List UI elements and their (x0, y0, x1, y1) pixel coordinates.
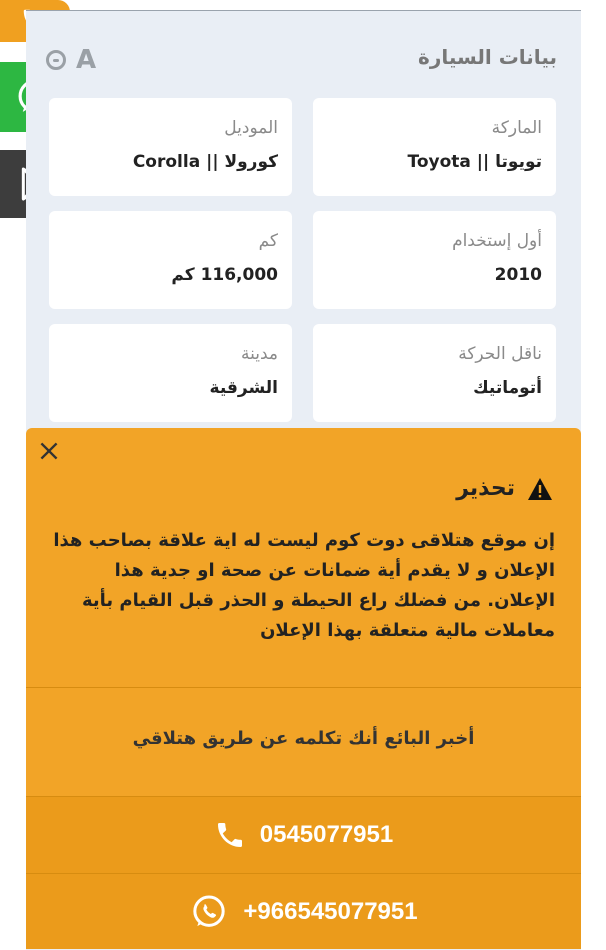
spec-card-transmission (313, 324, 556, 422)
spec-label: الماركة (491, 118, 542, 138)
whatsapp-contact-button[interactable] (26, 874, 581, 949)
spec-card-make (313, 98, 556, 196)
phone-number: 0545077951 (259, 821, 394, 848)
spec-label: أول إستخدام (452, 231, 542, 251)
spec-value: 116,000 كم (171, 265, 278, 285)
whatsapp-number: +966545077951 (243, 897, 418, 925)
warning-text: إن موقع هتلاقى دوت كوم ليست له اية علاقة بصاحب هذا الإعلان و لا يقدم أية ضمانات عن صحة او جدية هذا الإعلان. من فضلك راع الحيطة و الحذر قبل القيام بأية معاملات مالية متعلقة بهذا الإعلان (53, 530, 555, 641)
warning-title-text: تحذير (456, 476, 515, 501)
tell-seller-text: أخبر البائع أنك تكلمه عن طريق هتلاقي (132, 728, 475, 749)
spec-label: ناقل الحركة (458, 344, 542, 364)
warning-popup (26, 428, 581, 949)
automatic-gear-icon: A (76, 45, 97, 75)
spec-value: تويوتا || Toyota (407, 152, 542, 172)
specs-title: بيانات السيارة (418, 45, 557, 69)
whatsapp-icon (189, 892, 229, 932)
spec-card-mileage (49, 211, 292, 309)
close-icon[interactable] (36, 438, 62, 464)
warning-triangle-icon (527, 477, 553, 501)
warning-title (456, 476, 553, 501)
spec-value: أتوماتيك (473, 378, 542, 398)
divider (26, 687, 581, 688)
steering-wheel-icon (46, 50, 66, 70)
spec-label: الموديل (224, 118, 278, 138)
phone-icon (214, 819, 246, 851)
spec-card-first-use (313, 211, 556, 309)
spec-label: مدينة (240, 344, 278, 364)
call-phone-button[interactable] (26, 797, 581, 873)
spec-value: 2010 (494, 265, 542, 285)
spec-label: كم (258, 231, 278, 251)
specs-icons (46, 45, 96, 75)
spec-card-model (49, 98, 292, 196)
spec-value: الشرقية (209, 378, 278, 398)
spec-value: كورولا || Corolla (132, 152, 278, 172)
spec-card-city (49, 324, 292, 422)
